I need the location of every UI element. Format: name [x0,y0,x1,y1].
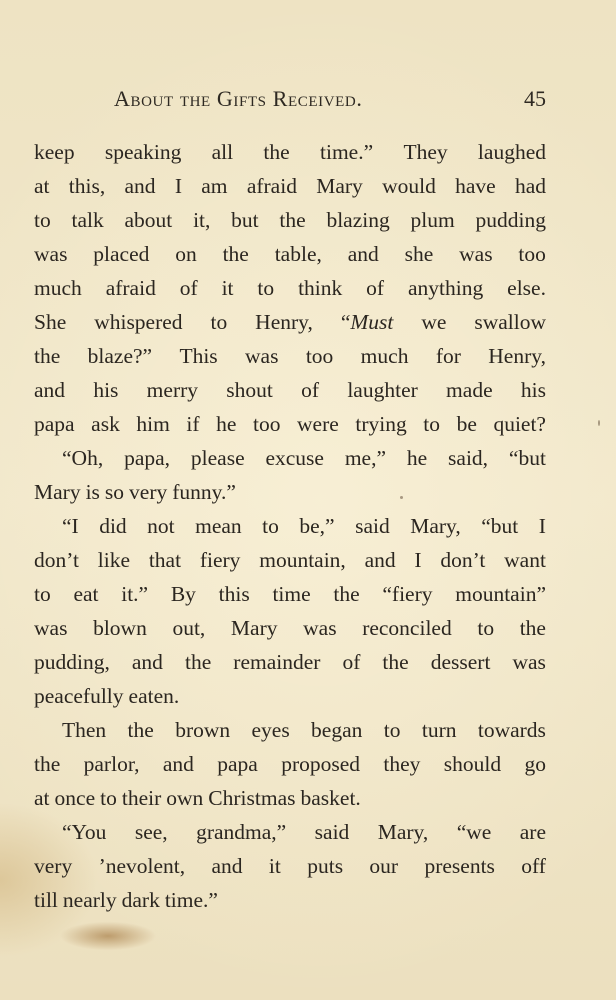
word: was [245,344,279,368]
text-line [34,237,546,271]
word: he [216,412,237,436]
page-number: 45 [524,86,546,111]
word: blaze?” [87,344,153,368]
word: the [127,718,154,742]
word: speaking [104,140,182,164]
text-line [34,169,546,203]
word: ’nevolent, [98,854,186,878]
word: please [190,446,245,470]
running-title: About the Gifts Received. [114,86,363,111]
text-line [34,781,546,815]
word: pudding [475,208,546,232]
word: this, [68,174,106,198]
word: and [162,752,194,776]
word: parlor, [83,752,140,776]
word: anything [408,276,484,300]
word: own [166,786,204,810]
word: our [369,854,399,878]
word: basket. [300,786,361,810]
word: mountain, [259,548,346,572]
text-line [34,645,546,679]
word: be [456,412,477,436]
text-line [34,747,546,781]
word: the [34,752,61,776]
word: want [504,548,546,572]
word: peacefully [34,684,124,708]
word: is [85,480,100,504]
word: would [382,174,436,198]
word: am [201,174,228,198]
word: to [100,786,117,810]
text-line [34,339,546,373]
word: excuse [265,446,324,470]
word: They [403,140,448,164]
word: was [303,616,337,640]
word: said [314,820,350,844]
word: began [311,718,363,742]
word: eaten. [128,684,180,708]
word: said, [448,446,489,470]
word: “but [481,514,519,538]
paper-speck [400,496,403,499]
word: this [218,582,250,606]
word: “but [508,446,546,470]
word: at [34,174,50,198]
word: don’t [34,548,79,572]
text-line [34,815,546,849]
word: and [131,650,163,674]
word: too [305,344,334,368]
word: be,” [299,514,335,538]
word: of [179,276,198,300]
word: Mary [316,174,363,198]
word: so [104,480,125,504]
word: presents [424,854,495,878]
word: to [257,276,275,300]
word: I [538,514,546,538]
word: all [211,140,234,164]
word: it [268,854,281,878]
word: had [514,174,546,198]
word: and [211,854,243,878]
word: Mary [230,616,278,640]
word: the [263,140,290,164]
word: and [364,548,396,572]
word: papa [34,412,75,436]
text-line [34,135,546,169]
word: to [34,208,51,232]
word: Henry, [255,310,313,334]
word: of [301,378,320,402]
word: it, [193,208,211,232]
word: the [279,208,306,232]
word: swallow [474,310,546,334]
word: not [147,514,175,538]
text-line [34,475,546,509]
word: reconciled [362,616,452,640]
word: eyes [251,718,290,742]
text-line [34,203,546,237]
word: talk [71,208,104,232]
word: funny.” [172,480,236,504]
word: his [520,378,546,402]
word: the [333,582,360,606]
running-head [34,86,546,116]
word: Then [62,718,107,742]
word: the [519,616,546,640]
text-line [34,883,546,917]
word: papa, [124,446,171,470]
word: out, [172,616,206,640]
word: “Must [340,310,394,334]
word: merry [146,378,199,402]
word: pudding, [34,650,110,674]
word: did [99,514,127,538]
text-line [34,305,546,339]
word: to [477,616,495,640]
word: eat [73,582,99,606]
word: afraid [246,174,297,198]
word: the [184,650,212,674]
word: to [210,310,228,334]
word: to [262,514,279,538]
word: about [124,208,173,232]
word: time.” [164,888,218,912]
word: they [383,752,421,776]
word: “I [62,514,79,538]
word: to [383,718,401,742]
word: “fiery [382,582,433,606]
text-line [34,577,546,611]
word: ask [91,412,120,436]
word: dessert [430,650,491,674]
word: much [34,276,82,300]
word: grandma,” [196,820,287,844]
word: time.” [320,140,374,164]
body-text [34,135,546,917]
word: too [518,242,546,266]
text-line [34,373,546,407]
text-line [34,611,546,645]
paper-speck [598,420,600,426]
word: fiery [199,548,241,572]
word: but [231,208,259,232]
word: and [347,242,379,266]
word: of [366,276,385,300]
text-line [34,441,546,475]
word: blazing [326,208,390,232]
text-line [34,713,546,747]
word: blown [93,616,147,640]
word: made [446,378,493,402]
word: keep [34,140,75,164]
word: we [421,310,447,334]
word: shout [226,378,273,402]
word: off [521,854,546,878]
text-line [34,509,546,543]
word: on [175,242,197,266]
word: are [519,820,546,844]
word: think [298,276,343,300]
word: she [404,242,434,266]
text-line [34,271,546,305]
word: was [512,650,546,674]
word: trying [355,412,407,436]
word: mountain” [455,582,546,606]
word: quiet? [493,412,546,436]
word: it [221,276,234,300]
word: once [54,786,96,810]
text-line [34,679,546,713]
word: and [34,378,66,402]
word: Mary, [377,820,429,844]
word: like [97,548,131,572]
word: their [121,786,162,810]
word: of [342,650,361,674]
word: whispered [94,310,183,334]
word: were [297,412,339,436]
word: very [129,480,168,504]
text-line [34,543,546,577]
word: the [222,242,249,266]
word: placed [93,242,150,266]
word: “Oh, [62,446,104,470]
word: see, [134,820,168,844]
word: too [252,412,281,436]
word: proposed [281,752,361,776]
word: if [186,412,200,436]
word: laughter [347,378,418,402]
word: laughed [477,140,546,164]
word: should [443,752,502,776]
word: puts [307,854,344,878]
word: till [34,888,58,912]
word: was [459,242,493,266]
word: This [179,344,218,368]
word: the [34,344,61,368]
word: towards [477,718,546,742]
word: said [355,514,390,538]
word: to [34,582,51,606]
word: and [124,174,156,198]
word: dark [121,888,160,912]
word: the [382,650,409,674]
word: mean [195,514,242,538]
word: Mary, [410,514,461,538]
word: time [272,582,311,606]
word: afraid [105,276,156,300]
word: me,” [344,446,387,470]
word: I [414,548,422,572]
word: him [136,412,170,436]
word: have [455,174,496,198]
word: By [170,582,196,606]
word: at [34,786,50,810]
word: “we [456,820,492,844]
word: remainder [233,650,321,674]
text-line [34,849,546,883]
word: plum [410,208,455,232]
word: much [360,344,409,368]
word: it.” [121,582,149,606]
word: “You [62,820,107,844]
word: Henry, [488,344,546,368]
word: else. [507,276,546,300]
word: to [423,412,441,436]
word: very [34,854,73,878]
word: brown [175,718,231,742]
text-line [34,407,546,441]
word: table, [274,242,322,266]
word: Christmas [208,786,296,810]
word: nearly [62,888,117,912]
word: turn [421,718,457,742]
word: papa [217,752,258,776]
word: his [93,378,119,402]
word: She [34,310,67,334]
word: don’t [440,548,486,572]
word: was [34,616,68,640]
word: for [435,344,461,368]
word: go [524,752,546,776]
word: he [406,446,428,470]
word: that [148,548,182,572]
word: Mary [34,480,81,504]
word: was [34,242,68,266]
word: I [174,174,182,198]
